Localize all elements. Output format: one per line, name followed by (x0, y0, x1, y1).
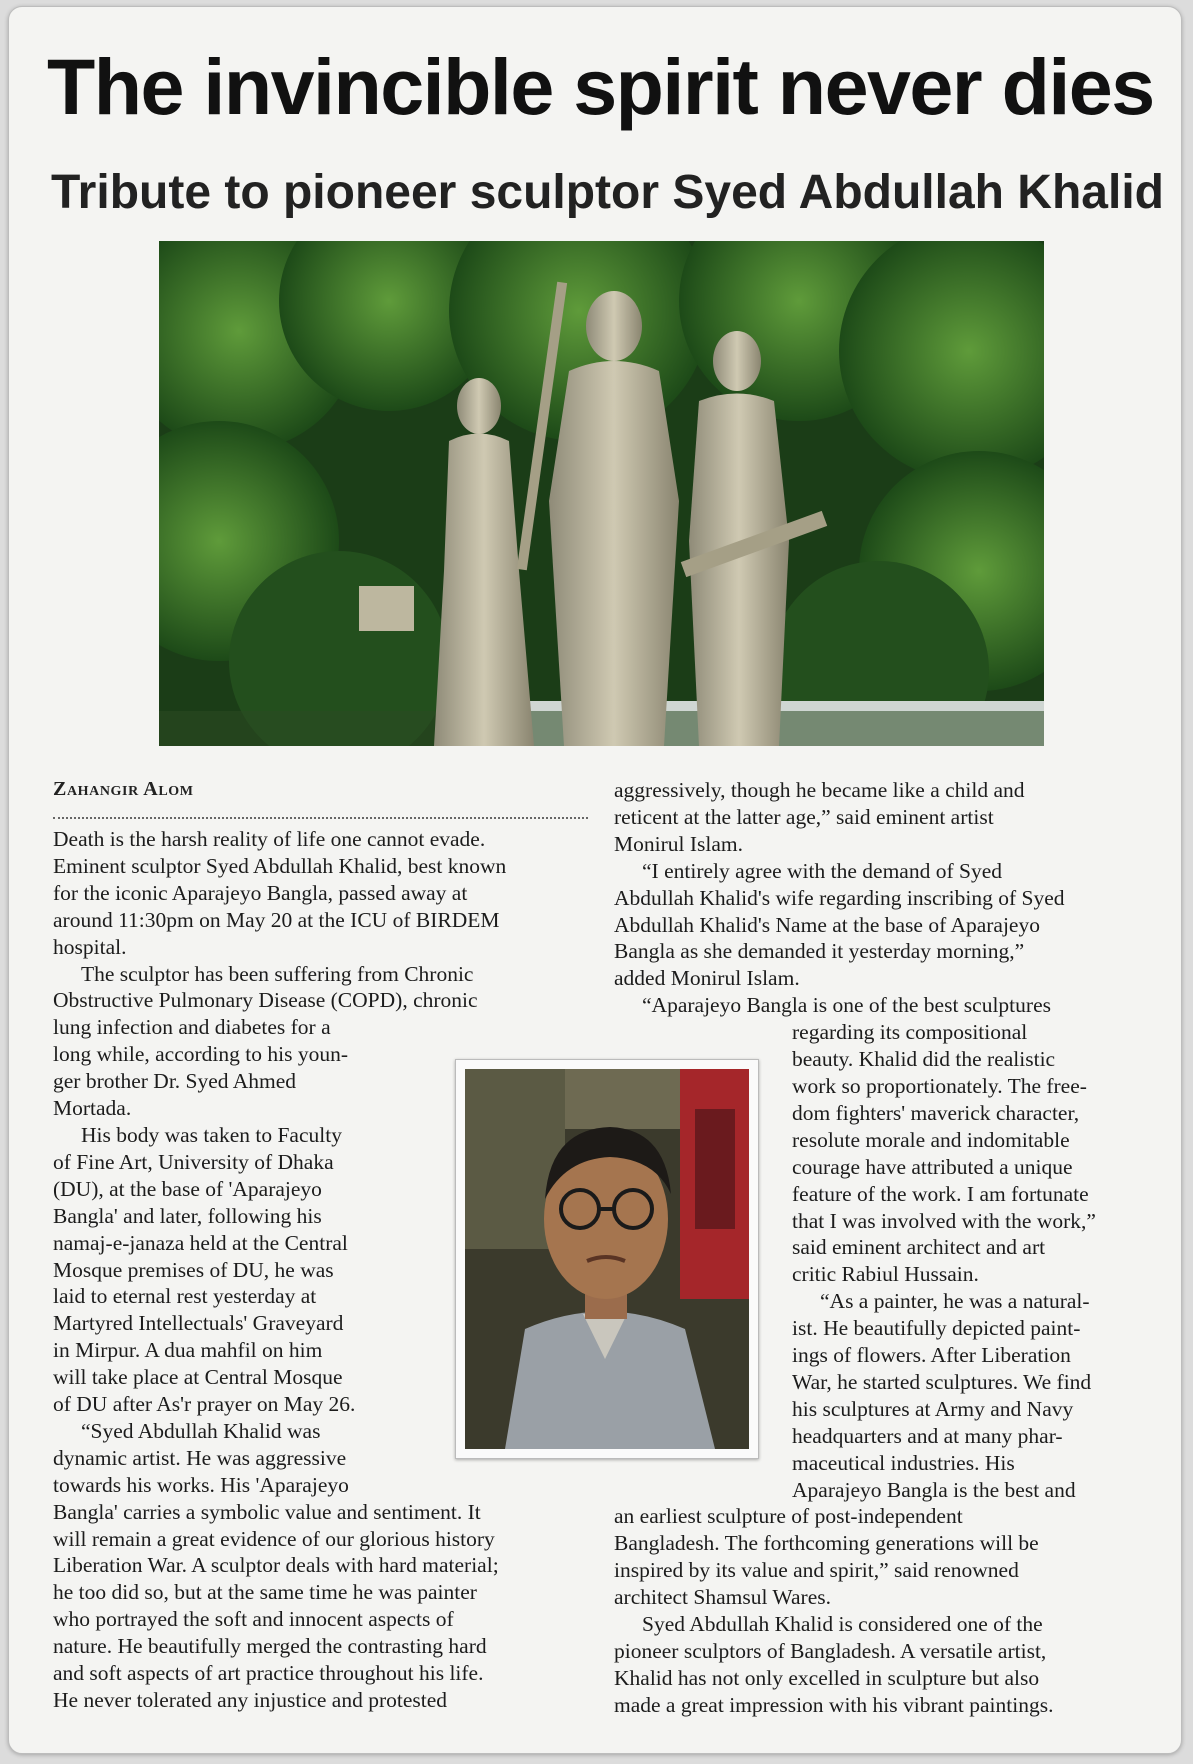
text-line: Bangla' carries a symbolic value and sentiment. It (53, 1499, 481, 1524)
portrait-photo (465, 1069, 749, 1449)
text-line: Death is the harsh reality of life one cannot evade. (53, 827, 486, 851)
text-line: Abdullah Khalid's wife regarding inscribing of Syed (614, 885, 1065, 910)
text-line: reticent at the latter age,” said eminent artist (614, 804, 994, 829)
text-line: long while, according to his youn- (53, 1042, 348, 1067)
portrait-illustration (465, 1069, 749, 1449)
text-line: Mosque premises of DU, he was (53, 1257, 334, 1282)
text-line: made a great impression with his vibrant paintings. (614, 1692, 1054, 1717)
text-line: added Monirul Islam. (614, 966, 800, 991)
text-line: dynamic artist. He was aggressive (53, 1445, 347, 1470)
text-line: in Mirpur. A dua mahfil on him (53, 1338, 323, 1363)
text-line: pioneer sculptors of Bangladesh. A versatile artist, (614, 1639, 1047, 1663)
text-line: Bangla as she demanded it yesterday morning,” (614, 939, 1025, 964)
text-line: Aparajeyo Bangla is the best and (792, 1477, 1076, 1502)
text-line: “Aparajeyo Bangla is one of the best sculptures (642, 993, 1051, 1018)
text-line: around 11:30pm on May 20 at the ICU of BIRDEM (53, 907, 500, 932)
byline-divider (53, 817, 588, 819)
text-line: His body was taken to Faculty (81, 1122, 342, 1147)
text-line: aggressively, though he became like a child and (614, 778, 1025, 802)
subheadline: Tribute to pioneer sculptor Syed Abdullah Khalid (51, 166, 1164, 219)
text-line: will remain a great evidence of our glorious history (53, 1526, 495, 1551)
text-line: “I entirely agree with the demand of Syed (642, 858, 1002, 883)
text-line: for the iconic Aparajeyo Bangla, passed away at (53, 880, 468, 905)
text-line: Obstructive Pulmonary Disease (COPD), chronic (53, 988, 478, 1013)
text-line: ger brother Dr. Syed Ahmed (53, 1069, 297, 1094)
sculpture-illustration (159, 241, 1044, 746)
text-line: said eminent architect and art (792, 1235, 1046, 1260)
text-line: He never tolerated any injustice and protested (53, 1688, 448, 1712)
text-line: architect Shamsul Wares. (614, 1585, 831, 1610)
text-line: inspired by its value and spirit,” said renowned (614, 1558, 1019, 1583)
newspaper-page (8, 6, 1182, 1754)
text-line: Bangla' and later, following his (53, 1203, 322, 1228)
text-line: namaj-e-janaza held at the Central (53, 1230, 348, 1255)
text-line: dom fighters' maverick character, (792, 1100, 1080, 1125)
text-line: Eminent sculptor Syed Abdullah Khalid, best known (53, 853, 507, 878)
text-line: hospital. (53, 934, 127, 959)
text-line: courage have attributed a unique (792, 1154, 1073, 1179)
text-line: “As a painter, he was a natural- (820, 1289, 1090, 1314)
text-line: regarding its compositional (792, 1020, 1028, 1045)
text-line: headquarters and at many phar- (792, 1423, 1063, 1448)
text-line: will take place at Central Mosque (53, 1365, 343, 1390)
text-line: (DU), at the base of 'Aparajeyo (53, 1176, 322, 1201)
text-line: critic Rabiul Hussain. (792, 1262, 979, 1287)
text-line: Liberation War. A sculptor deals with hard material; (53, 1553, 499, 1578)
text-line: his sculptures at Army and Navy (792, 1396, 1074, 1421)
text-line: Abdullah Khalid's Name at the base of Aparajeyo (614, 912, 1040, 937)
text-line: Martyred Intellectuals' Graveyard (53, 1311, 344, 1336)
text-line: maceutical industries. His (792, 1450, 1015, 1475)
text-line: that I was involved with the work,” (792, 1208, 1096, 1233)
text-line: Khalid has not only excelled in sculpture but also (614, 1665, 1040, 1690)
text-line: War, he started sculptures. We find (792, 1369, 1092, 1394)
text-line: of Fine Art, University of Dhaka (53, 1149, 334, 1174)
text-line: lung infection and diabetes for a (53, 1015, 331, 1040)
sculpture-photo (159, 241, 1044, 746)
text-line: ist. He beautifully depicted paint- (792, 1316, 1081, 1341)
text-line: nature. He beautifully merged the contrasting hard (53, 1634, 487, 1659)
text-line: resolute morale and indomitable (792, 1127, 1070, 1152)
text-line: Syed Abdullah Khalid is considered one of the (642, 1612, 1043, 1637)
text-line: ings of flowers. After Liberation (792, 1343, 1071, 1368)
text-line: The sculptor has been suffering from Chronic (81, 961, 474, 986)
text-line: feature of the work. I am fortunate (792, 1181, 1089, 1206)
text-line: Bangladesh. The forthcoming generations will be (614, 1531, 1039, 1556)
byline: Zahangir Alom (53, 778, 194, 800)
text-line: of DU after As'r prayer on May 26. (53, 1392, 356, 1417)
text-line: Monirul Islam. (614, 831, 743, 856)
text-line: laid to eternal rest yesterday at (53, 1284, 317, 1309)
text-line: an earliest sculpture of post-independent (614, 1504, 963, 1529)
text-line: “Syed Abdullah Khalid was (81, 1418, 321, 1443)
text-line: who portrayed the soft and innocent aspects of (53, 1607, 454, 1632)
text-line: he too did so, but at the same time he was painter (53, 1580, 477, 1605)
portrait-photo-frame (455, 1059, 759, 1459)
text-line: Mortada. (53, 1096, 132, 1121)
text-line: beauty. Khalid did the realistic (792, 1047, 1056, 1072)
headline: The invincible spirit never dies (47, 42, 1154, 131)
text-line: and soft aspects of art practice throughout his life. (53, 1661, 484, 1686)
text-line: towards his works. His 'Aparajeyo (53, 1472, 349, 1497)
text-line: work so proportionately. The free- (792, 1073, 1087, 1098)
